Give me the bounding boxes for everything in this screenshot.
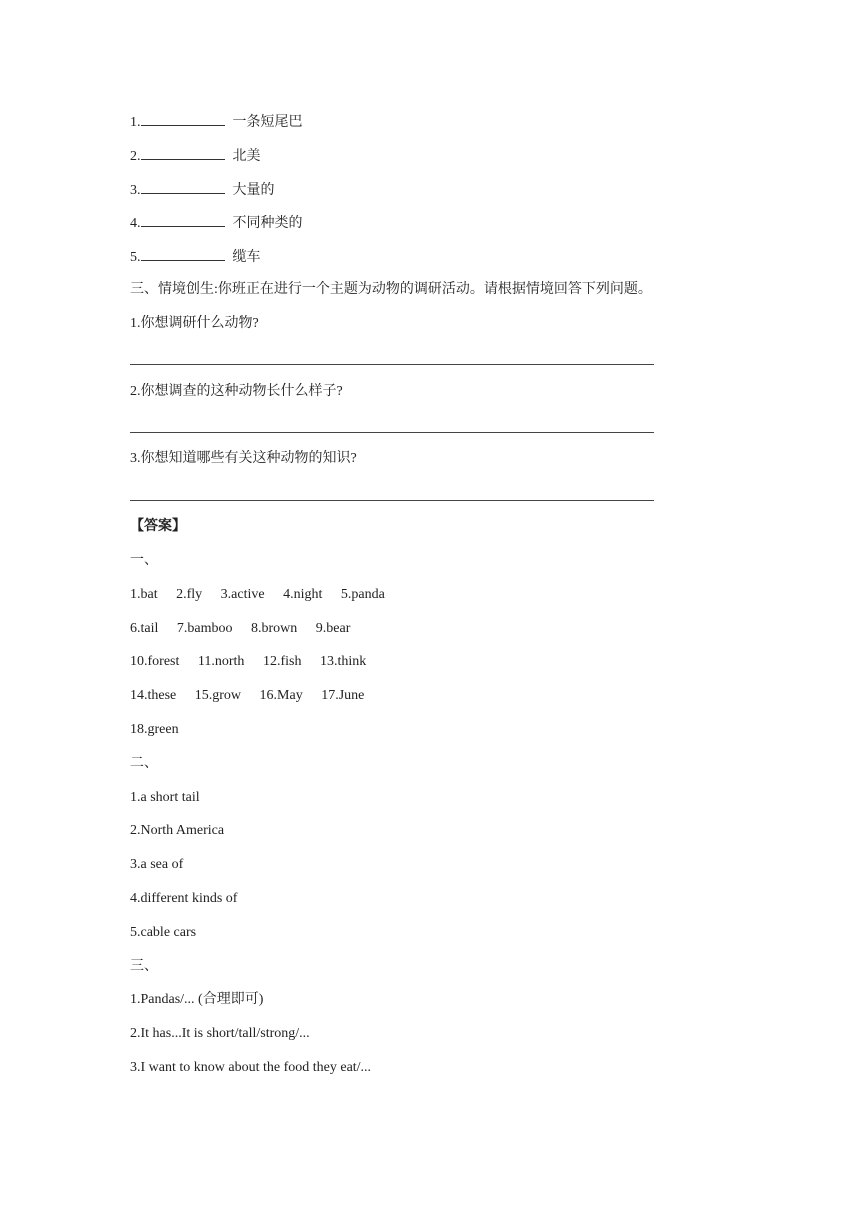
answer-word: 13.think <box>319 654 367 669</box>
answers-part2-item-4: 4.different kinds of <box>130 891 238 906</box>
answer-word: 17.June <box>321 688 365 703</box>
answers-part3-item-3: 3.I want to know about the food they eat/... <box>130 1060 372 1075</box>
answer-word: 6.tail <box>130 621 159 636</box>
fill-item-4 <box>130 212 303 232</box>
item-number: 3. <box>130 183 141 198</box>
question-3: 3.你想知道哪些有关这种动物的知识? <box>130 451 357 466</box>
answer-line-1[interactable] <box>130 364 654 365</box>
answer-word: 9.bear <box>315 621 351 636</box>
item-meaning: 大量的 <box>232 183 275 198</box>
fill-item-5 <box>130 246 261 266</box>
answers-row-3 <box>130 652 366 672</box>
answer-word: 11.north <box>197 654 245 669</box>
answer-word: 8.brown <box>251 621 298 636</box>
item-meaning: 北美 <box>232 149 261 164</box>
section3-heading: 三、情境创生:你班正在进行一个主题为动物的调研活动。请根据情境回答下列问题。 <box>130 282 652 297</box>
answer-word: 14.these <box>130 688 177 703</box>
item-number: 2. <box>130 149 141 164</box>
answer-word: 1.bat <box>130 587 158 602</box>
question-1: 1.你想调研什么动物? <box>130 316 259 331</box>
item-meaning: 缆车 <box>232 250 261 265</box>
answer-word: 12.fish <box>262 654 302 669</box>
answer-line-3[interactable] <box>130 500 654 501</box>
answers-part3-item-2: 2.It has...It is short/tall/strong/... <box>130 1026 310 1041</box>
answers-part2-heading: 二、 <box>130 756 158 771</box>
answers-part2-item-5: 5.cable cars <box>130 925 197 940</box>
answer-word: 18.green <box>130 722 179 737</box>
answer-blank[interactable] <box>141 246 225 261</box>
answers-part2-item-2: 2.North America <box>130 823 225 838</box>
answers-title: 【答案】 <box>130 519 186 534</box>
item-number: 4. <box>130 216 141 231</box>
question-2: 2.你想调查的这种动物长什么样子? <box>130 384 343 399</box>
fill-item-3 <box>130 179 275 199</box>
answer-blank[interactable] <box>141 179 225 194</box>
item-meaning: 不同种类的 <box>232 216 303 231</box>
item-number: 5. <box>130 250 141 265</box>
fill-item-2 <box>130 145 261 165</box>
answers-row-2 <box>130 619 350 639</box>
answer-blank[interactable] <box>141 212 225 227</box>
answers-row-5 <box>130 720 179 740</box>
answers-part2-item-3: 3.a sea of <box>130 857 184 872</box>
answer-line-2[interactable] <box>130 432 654 433</box>
answers-part2-item-1: 1.a short tail <box>130 790 200 805</box>
fill-item-1 <box>130 111 303 131</box>
answer-word: 15.grow <box>194 688 242 703</box>
answer-blank[interactable] <box>141 111 225 126</box>
answers-part3-item-1: 1.Pandas/... (合理即可) <box>130 992 264 1007</box>
answers-part1-heading: 一、 <box>130 553 158 568</box>
answer-word: 5.panda <box>340 587 385 602</box>
answer-word: 2.fly <box>176 587 203 602</box>
answer-word: 10.forest <box>130 654 180 669</box>
answers-part3-heading: 三、 <box>130 959 158 974</box>
answer-word: 3.active <box>220 587 265 602</box>
answers-row-1 <box>130 585 385 605</box>
answer-word: 7.bamboo <box>176 621 233 636</box>
item-meaning: 一条短尾巴 <box>232 115 303 130</box>
answer-blank[interactable] <box>141 145 225 160</box>
answers-row-4 <box>130 686 364 706</box>
answer-word: 16.May <box>259 688 303 703</box>
item-number: 1. <box>130 115 141 130</box>
answer-word: 4.night <box>283 587 323 602</box>
